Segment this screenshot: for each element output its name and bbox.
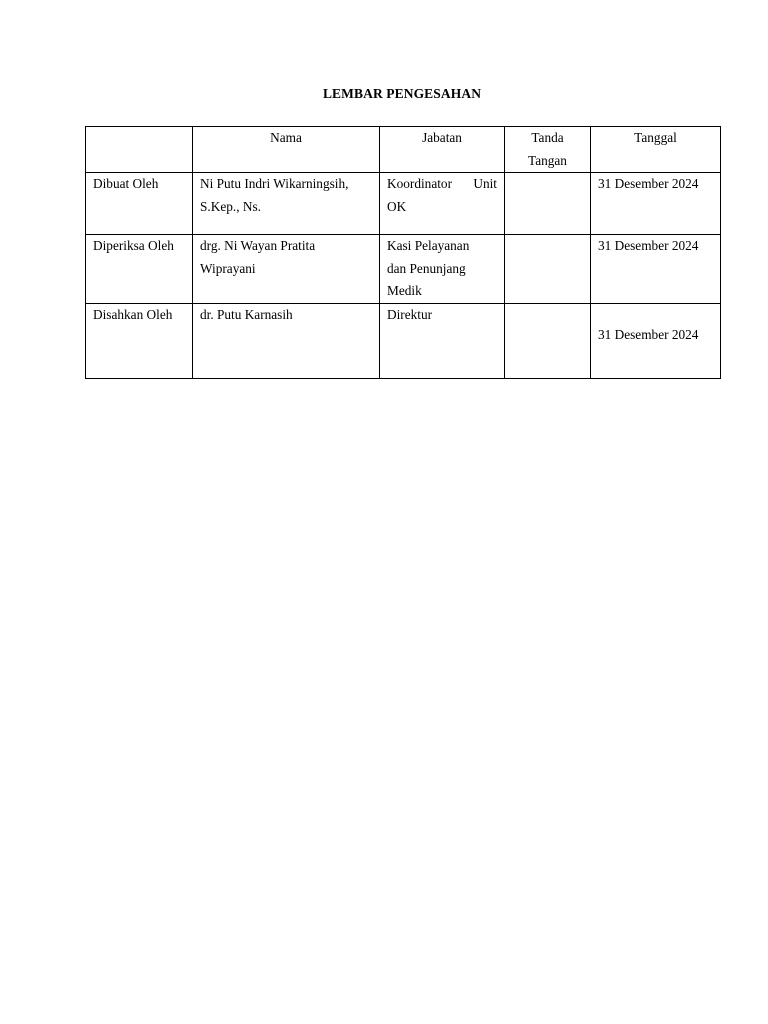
header-tanda-tangan <box>505 127 591 173</box>
name-cell <box>193 173 380 235</box>
date-cell: 31 Desember 2024 <box>591 173 721 235</box>
page-title: LEMBAR PENGESAHAN <box>322 86 482 101</box>
position-line <box>387 173 497 196</box>
position-word: Koordinator <box>387 176 452 191</box>
signature-cell <box>505 303 591 378</box>
approval-table <box>85 126 721 379</box>
date-cell: 31 Desember 2024 <box>591 303 721 378</box>
role-cell: Diperiksa Oleh <box>86 235 193 304</box>
position-cell <box>380 235 505 304</box>
role-cell: Dibuat Oleh <box>86 173 193 235</box>
header-empty-cell <box>86 127 193 173</box>
role-cell: Disahkan Oleh <box>86 303 193 378</box>
name-line: drg. Ni Wayan Pratita <box>200 238 316 253</box>
header-tanggal: Tanggal <box>591 127 721 173</box>
position-line: Kasi Pelayanan <box>387 238 470 253</box>
name-line: S.Kep., Ns. <box>200 198 261 214</box>
table-row <box>86 303 721 378</box>
header-tanda-tangan-line1: Tanda <box>531 130 564 145</box>
position-word: Unit <box>473 176 497 191</box>
signature-cell <box>505 173 591 235</box>
name-cell: dr. Putu Karnasih <box>193 303 380 378</box>
position-line: Medik <box>387 283 422 298</box>
position-line: dan Penunjang <box>387 260 466 276</box>
header-nama: Nama <box>193 127 380 173</box>
header-tanda-tangan-line2: Tangan <box>528 152 567 168</box>
position-cell <box>380 173 505 235</box>
signature-cell <box>505 235 591 304</box>
header-jabatan: Jabatan <box>380 127 505 173</box>
position-cell: Direktur <box>380 303 505 378</box>
table-header-row <box>86 127 721 173</box>
name-line: Ni Putu Indri Wikarningsih, <box>200 176 349 191</box>
position-line: OK <box>387 198 407 214</box>
name-line: Wiprayani <box>200 260 256 276</box>
name-cell <box>193 235 380 304</box>
table-row <box>86 235 721 304</box>
date-cell: 31 Desember 2024 <box>591 235 721 304</box>
table-row <box>86 173 721 235</box>
